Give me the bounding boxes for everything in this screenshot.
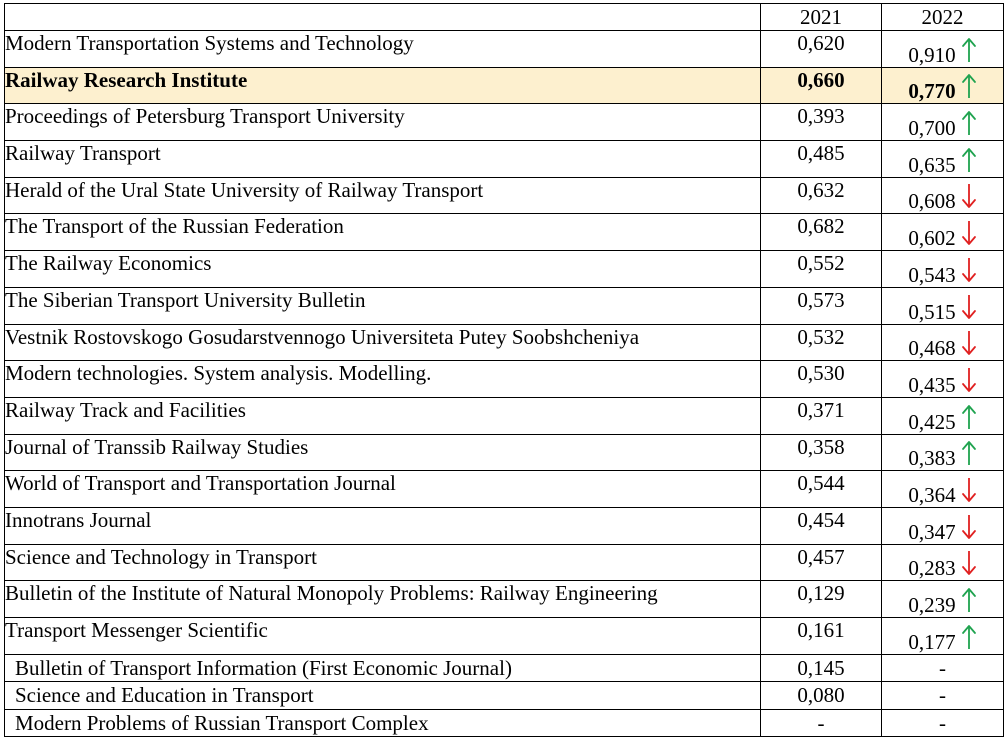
journal-name-cell: The Siberian Transport University Bulletin [5,287,761,324]
journal-name-cell: Journal of Transsib Railway Studies [5,434,761,471]
journal-name-cell: Transport Messenger Scientific [5,618,761,655]
table-row [5,709,1004,737]
value-2022-cell [882,618,1004,655]
header-cell-2021: 2021 [761,4,882,31]
value-2022-cell [882,287,1004,324]
arrow-up-icon [961,72,977,100]
value-2022-text: - [939,710,946,735]
arrow-up-icon [961,439,977,467]
table-row [5,287,1004,324]
table-row [5,434,1004,471]
value-2022-text: 0,910 [908,42,956,67]
table-row [5,618,1004,655]
value-2022-cell [882,31,1004,68]
value-2021-cell: 0,145 [761,654,882,682]
value-2021-cell: - [761,709,882,737]
value-2022-text: 0,602 [908,226,956,251]
value-2021-cell: 0,530 [761,361,882,398]
table-body [5,4,1004,737]
table-row-highlighted [5,67,1004,104]
value-2022-text: 0,239 [908,593,956,617]
value-2022-text: 0,515 [908,299,956,324]
value-2022-text: 0,608 [908,189,956,214]
table-row [5,471,1004,508]
value-2022-cell [882,141,1004,178]
value-2021-cell: 0,485 [761,141,882,178]
value-2022-text: 0,468 [908,336,956,361]
table-row [5,104,1004,141]
value-2021-cell: 0,161 [761,618,882,655]
table-row [5,397,1004,434]
value-2021-cell: 0,129 [761,581,882,618]
table-row [5,654,1004,682]
value-2022-cell [882,544,1004,581]
value-2021-cell: 0,454 [761,507,882,544]
journal-ranking-table [4,3,1004,737]
value-2022-cell [882,397,1004,434]
journal-name-cell: The Transport of the Russian Federation [5,214,761,251]
arrow-down-icon [961,549,977,577]
value-2021-cell: 0,552 [761,251,882,288]
header-cell-2022: 2022 [882,4,1004,31]
table-row [5,324,1004,361]
journal-name-cell: The Railway Economics [5,251,761,288]
arrow-up-icon [961,586,977,614]
value-2022-cell [882,581,1004,618]
value-2021-cell: 0,660 [761,67,882,104]
value-2022-cell [882,654,1004,682]
journal-name-cell: Proceedings of Petersburg Transport University [5,104,761,141]
table-row [5,507,1004,544]
value-2022-text: 0,700 [908,116,956,141]
value-2022-cell [882,709,1004,737]
journal-name-cell: Bulletin of the Institute of Natural Monopoly Problems: Railway Engineering [5,581,761,618]
journal-name-cell: Science and Education in Transport [5,682,761,710]
value-2021-cell: 0,358 [761,434,882,471]
value-2022-cell [882,251,1004,288]
value-2022-cell [882,471,1004,508]
value-2022-text: - [939,655,946,680]
arrow-down-icon [961,182,977,210]
journal-name-cell: Railway Track and Facilities [5,397,761,434]
journal-name-cell: Modern Transportation Systems and Technology [5,31,761,68]
arrow-down-icon [961,366,977,394]
arrow-up-icon [961,403,977,431]
value-2022-text: 0,347 [908,519,956,544]
arrow-down-icon [961,256,977,284]
arrow-down-icon [961,293,977,321]
value-2022-cell [882,104,1004,141]
journal-name-cell: Innotrans Journal [5,507,761,544]
value-2022-cell [882,214,1004,251]
value-2022-text: 0,543 [908,262,956,287]
value-2021-cell: 0,632 [761,177,882,214]
table-row [5,581,1004,618]
arrow-up-icon [961,109,977,137]
value-2022-cell [882,361,1004,398]
value-2022-text: 0,425 [908,409,956,434]
journal-name-cell: Railway Transport [5,141,761,178]
value-2022-text: 0,177 [908,629,956,654]
journal-name-cell: Science and Technology in Transport [5,544,761,581]
value-2021-cell: 0,080 [761,682,882,710]
journal-name-cell: Modern technologies. System analysis. Modelling. [5,361,761,398]
value-2022-text: 0,635 [908,152,956,177]
value-2022-text: 0,770 [908,79,956,104]
value-2021-cell: 0,532 [761,324,882,361]
table-row [5,214,1004,251]
value-2021-cell: 0,620 [761,31,882,68]
table-row [5,177,1004,214]
value-2021-cell: 0,371 [761,397,882,434]
header-cell-journal [5,4,761,31]
value-2021-cell: 0,457 [761,544,882,581]
arrow-up-icon [961,146,977,174]
value-2021-cell: 0,393 [761,104,882,141]
value-2022-text: - [939,683,946,708]
value-2022-cell [882,177,1004,214]
arrow-down-icon [961,219,977,247]
journal-name-cell: Bulletin of Transport Information (First Economic Journal) [5,654,761,682]
value-2022-cell [882,324,1004,361]
arrow-up-icon [961,623,977,651]
arrow-down-icon [961,329,977,357]
journal-name-cell: Herald of the Ural State University of Railway Transport [5,177,761,214]
value-2021-cell: 0,573 [761,287,882,324]
table-row [5,31,1004,68]
journal-name-cell: Modern Problems of Russian Transport Complex [5,709,761,737]
arrow-down-icon [961,476,977,504]
table-row [5,361,1004,398]
table-row [5,251,1004,288]
value-2022-text: 0,283 [908,556,956,581]
journal-name-cell: Railway Research Institute [5,67,761,104]
value-2021-cell: 0,682 [761,214,882,251]
value-2022-text: 0,383 [908,446,956,471]
journal-name-cell: Vestnik Rostovskogo Gosudarstvennogo Universiteta Putey Soobshcheniya [5,324,761,361]
header-row [5,4,1004,31]
journal-name-cell: World of Transport and Transportation Journal [5,471,761,508]
table-row [5,544,1004,581]
value-2021-cell: 0,544 [761,471,882,508]
table-row [5,141,1004,178]
value-2022-text: 0,364 [908,482,956,507]
value-2022-cell [882,434,1004,471]
value-2022-cell [882,682,1004,710]
arrow-up-icon [961,36,977,64]
value-2022-cell [882,67,1004,104]
arrow-down-icon [961,513,977,541]
table-row [5,682,1004,710]
value-2022-cell [882,507,1004,544]
value-2022-text: 0,435 [908,372,956,397]
